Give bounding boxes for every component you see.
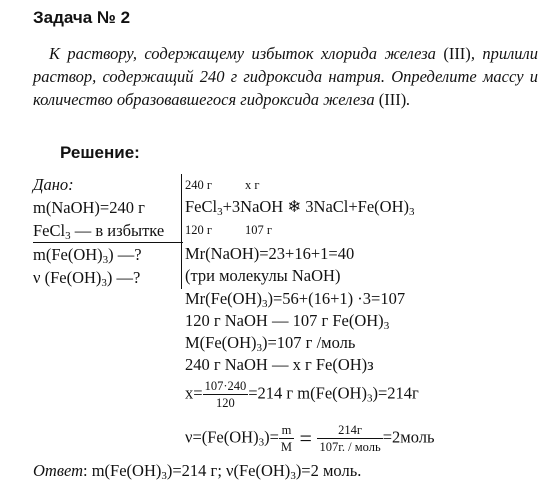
given-find-line1: $m(Fe(OH)_3)$ —? <box>33 242 183 266</box>
answer-line: Ответ: $m(Fe(OH)_3)=214$ г; $\nu(Fe(OH)_3)=2$ моль. <box>33 461 362 482</box>
nu-calculation: $\nu=(Fe(OH)_3)=$ $\frac{m}{M}$ = $\frac{214г}{\text{107г. / моль}}$ =2моль <box>185 423 435 454</box>
given-block <box>33 173 183 289</box>
three-molecules-note: (три молекулы NaOH) <box>185 266 341 285</box>
given-naoh-mass: m(NaOH)=240 г <box>33 198 145 217</box>
x-calculation: x= $\frac{107\cdot 240}{120}$ =214 г $m(Fe(OH)_3)=214г$ <box>185 379 419 410</box>
molar-mass-naoh-under: 120 г <box>185 223 213 237</box>
given-find-line2: ν $(Fe(OH)_3)$ —? <box>33 268 141 289</box>
condition-part-2: , прилили раствор, содержащий 240 г гидроксида натрия. Определите массу и количество образовавшегося гидроксида железа <box>33 44 539 109</box>
reaction-equation: FeCl$_3$+3NaOH ❄ $3NaCl+Fe(OH)_3$ <box>185 197 415 218</box>
mr-feoh: $Mr(Fe(OH)_3)=56+(16+1) \cdot 3=107$ <box>185 289 406 310</box>
proportion-1: 120 г NaOH — 107 г $Fe(OH)_3$ <box>185 311 390 332</box>
solution-heading: Решение: <box>60 143 140 162</box>
given-label: Дано: <box>33 175 74 194</box>
condition-end: . <box>406 90 411 109</box>
molar-mass-feoh: $M(Fe(OH)_3)=107$ г /моль <box>185 333 356 354</box>
given-vertical-divider <box>181 174 182 289</box>
roman-numeral-1: (III) <box>443 44 471 63</box>
molar-mass-feoh-under: 107 г <box>245 223 273 237</box>
mass-over-feoh: х г <box>245 178 260 192</box>
condition-part-1: К раствору, содержащему избыток хлорида железа <box>49 44 444 63</box>
mr-naoh: Mr(NaOH)=23+16+1=40 <box>185 244 355 263</box>
given-fecl3-excess: FeCl$_3$ — в избытке <box>33 221 165 242</box>
task-title: Задача № 2 <box>33 8 131 27</box>
roman-numeral-2: (III) <box>378 90 407 109</box>
proportion-2: 240 г NaOH — х г Fe(OH)з <box>185 355 374 374</box>
task-condition <box>33 42 538 111</box>
mass-over-naoh: 240 г <box>185 178 213 192</box>
